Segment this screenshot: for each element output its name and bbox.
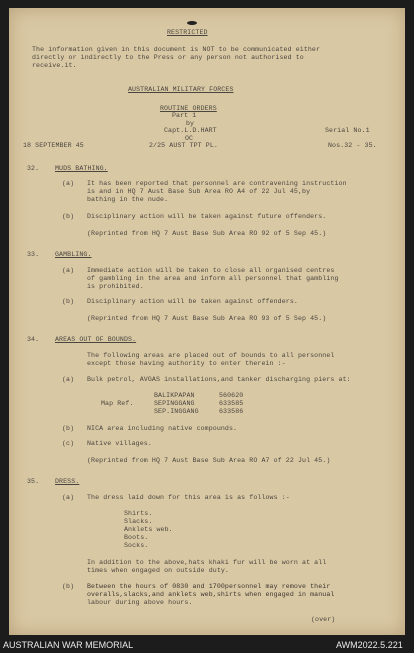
para-marker: (c) bbox=[62, 440, 75, 447]
item-text: The dress laid down for this area is as follows :- bbox=[87, 494, 290, 501]
item-text: bathing in the nude. bbox=[87, 196, 169, 203]
place-name: BALIKPAPAN bbox=[154, 392, 195, 399]
reprint-reference: (Reprinted from HQ 7 Aust Base Sub Area RO 92 of 5 Sep 45.) bbox=[87, 230, 327, 237]
item-heading: DRESS. bbox=[55, 478, 80, 485]
order-date: 18 SEPTEMBER 45 bbox=[23, 142, 84, 149]
footer-credit: AUSTRALIAN WAR MEMORIAL bbox=[3, 640, 134, 650]
item-heading: AREAS OUT OF BOUNDS. bbox=[55, 336, 137, 343]
item-text: Bulk petrol, AVGAS installations,and tanker discharging piers at: bbox=[87, 376, 351, 383]
reprint-reference: (Reprinted from HQ 7 Aust Base Sub Area RO 93 of 5 Sep 45.) bbox=[87, 315, 327, 322]
warning-line-2: directly or indirectly to the Press or any person not authorised to bbox=[32, 54, 304, 61]
order-numbers: Nos.32 - 35. bbox=[328, 142, 377, 149]
item-heading: MUDS BATHING. bbox=[55, 165, 108, 172]
officer-name: Capt.L.D.HART bbox=[164, 127, 217, 134]
dress-item: Shirts. bbox=[124, 510, 153, 517]
footer-accession: AWM2022.5.221 bbox=[336, 640, 403, 650]
para-marker: (b) bbox=[62, 298, 75, 305]
over-marker: (over) bbox=[311, 616, 336, 623]
item-text: labour during above hours. bbox=[87, 599, 193, 606]
item-text: Disciplinary action will be taken against offenders. bbox=[87, 298, 298, 305]
item-text: times when engaged on outside duty. bbox=[87, 567, 229, 574]
para-marker: (a) bbox=[62, 267, 75, 274]
place-name: SEP.INGGANG bbox=[154, 408, 199, 415]
item-text: Disciplinary action will be taken against future offenders. bbox=[87, 213, 327, 220]
force-name: AUSTRALIAN MILITARY FORCES bbox=[128, 86, 234, 93]
reprint-reference: (Reprinted from HQ 7 Aust Base Sub Area RO A7 of 22 Jul 45.) bbox=[87, 457, 331, 464]
item-number: 34. bbox=[27, 336, 40, 343]
item-text: of gambling in the area and inform all personnel that gambling bbox=[87, 275, 339, 282]
document-page bbox=[9, 8, 405, 635]
item-text: overalls,slacks,and anklets web,shirts when engaged in manual bbox=[87, 591, 335, 598]
dress-item: Anklets web. bbox=[124, 526, 173, 533]
punch-hole bbox=[187, 21, 197, 25]
warning-line-1: The information given in this document is NOT to be communicated either bbox=[32, 46, 321, 53]
warning-line-3: receive.it. bbox=[32, 62, 77, 69]
item-heading: GAMBLING. bbox=[55, 251, 92, 258]
item-text: NICA area including native compounds. bbox=[87, 425, 238, 432]
unit-name: 2/25 AUST TPT PL. bbox=[149, 142, 218, 149]
place-name: SEPINGGANG bbox=[154, 400, 195, 407]
para-marker: (b) bbox=[62, 583, 75, 590]
part-label: Part 1 bbox=[172, 112, 197, 119]
oc-label: OC bbox=[185, 135, 194, 142]
item-number: 32. bbox=[27, 165, 40, 172]
item-text: Native villages. bbox=[87, 440, 152, 447]
para-marker: (a) bbox=[62, 180, 75, 187]
item-text: It has been reported that personnel are contravening instruction bbox=[87, 180, 347, 187]
map-reference: 560620 bbox=[219, 392, 244, 399]
item-text: is prohibited. bbox=[87, 283, 144, 290]
dress-item: Slacks. bbox=[124, 518, 153, 525]
para-marker: (b) bbox=[62, 213, 75, 220]
map-reference: 633586 bbox=[219, 408, 244, 415]
para-marker: (a) bbox=[62, 494, 75, 501]
item-text: Immediate action will be taken to close all organised centres bbox=[87, 267, 335, 274]
item-number: 35. bbox=[27, 478, 40, 485]
item-text: In addition to the above,hats khaki fur will be worn at all bbox=[87, 559, 327, 566]
para-marker: (a) bbox=[62, 376, 75, 383]
item-text: The following areas are placed out of bounds to all personnel bbox=[87, 352, 335, 359]
map-ref-label: Map Ref. bbox=[101, 400, 134, 407]
item-number: 33. bbox=[27, 251, 40, 258]
serial-number: Serial No.1 bbox=[325, 127, 370, 134]
item-text: is and in HQ 7 Aust Base Sub Area RO A4 of 22 Jul 45,by bbox=[87, 188, 311, 195]
map-reference: 633585 bbox=[219, 400, 244, 407]
para-marker: (b) bbox=[62, 425, 75, 432]
item-text: Between the hours of 0830 and 1700personnel may remove their bbox=[87, 583, 331, 590]
item-text: except those having authority to enter therein :- bbox=[87, 360, 286, 367]
by-label: by bbox=[186, 120, 195, 127]
dress-item: Boots. bbox=[124, 534, 149, 541]
classification: RESTRICTED bbox=[167, 29, 208, 36]
dress-item: Socks. bbox=[124, 542, 149, 549]
orders-title: ROUTINE ORDERS bbox=[160, 105, 217, 112]
